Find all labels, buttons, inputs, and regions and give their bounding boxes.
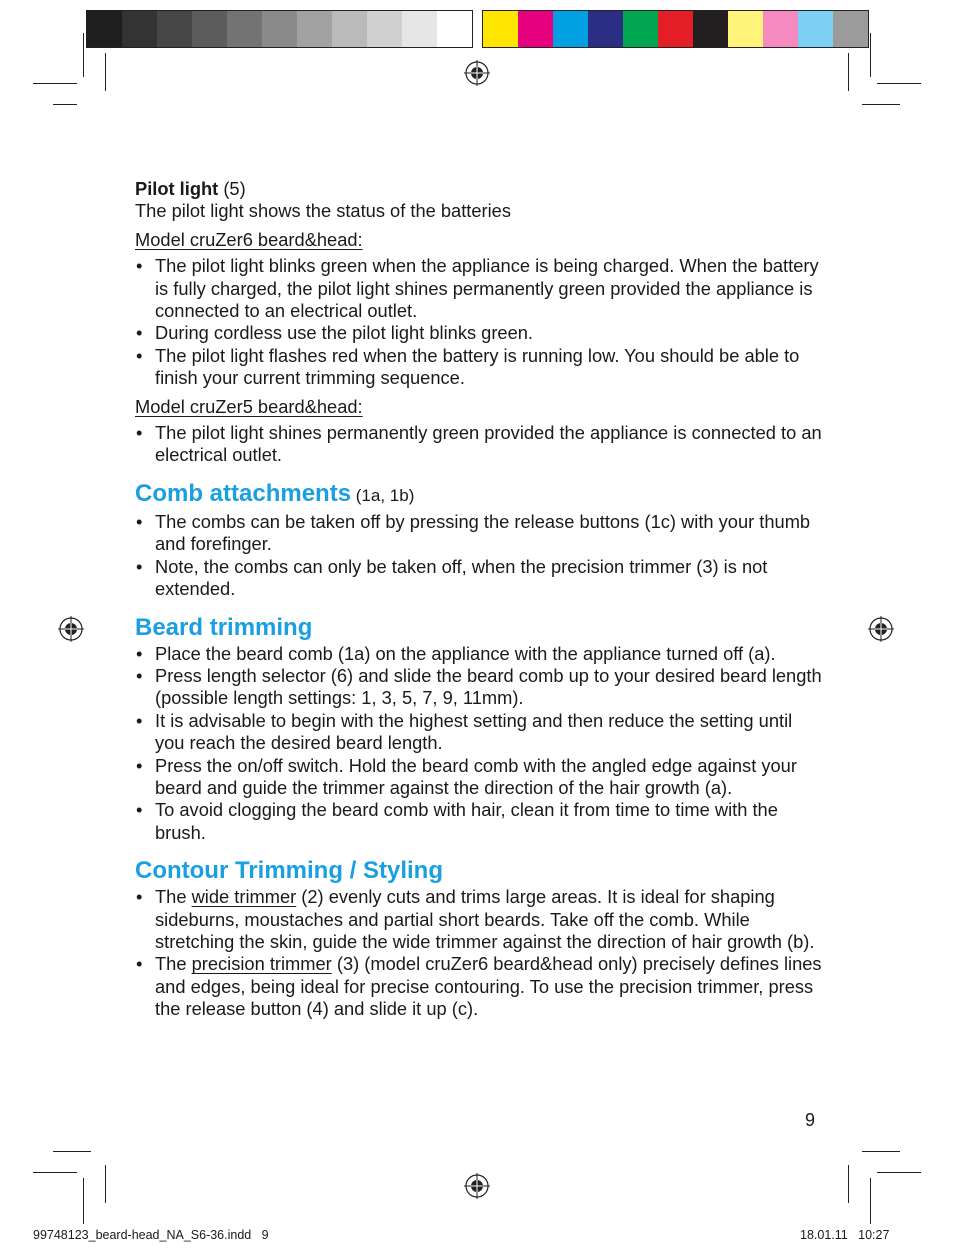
- page-number: 9: [805, 1110, 816, 1130]
- wide-trimmer-term: wide trimmer: [191, 886, 297, 908]
- item-text: The: [155, 886, 192, 908]
- list-item: • The combs can be taken off by pressing the release buttons (1c) with your thumb and forefinger.: [135, 511, 825, 556]
- registration-mark-icon: [868, 616, 894, 642]
- crop-mark: [53, 1151, 91, 1152]
- crop-mark: [83, 33, 84, 77]
- crop-mark: [862, 104, 900, 105]
- gray-swatch: [297, 11, 332, 47]
- color-swatch: [833, 11, 868, 47]
- comb-attachments-list: [135, 511, 825, 601]
- list-item: • Place the beard comb (1a) on the appliance with the appliance turned off (a).: [135, 643, 825, 665]
- list-item: • To avoid clogging the beard comb with hair, clean it from time to time with the brush.: [135, 799, 825, 844]
- comb-attachments-title: Comb attachments: [135, 479, 352, 507]
- list-item: • Note, the combs can only be taken off, when the precision trimmer (3) is not extended.: [135, 556, 825, 601]
- gray-swatch: [367, 11, 402, 47]
- registration-mark-icon: [464, 60, 490, 86]
- list-item: [135, 886, 825, 953]
- color-swatch: [623, 11, 658, 47]
- pilot-light-heading: [135, 178, 825, 200]
- gray-swatch: [87, 11, 122, 47]
- color-swatch: [763, 11, 798, 47]
- crop-mark: [105, 53, 106, 91]
- pilot-light-title: Pilot light: [135, 178, 219, 199]
- color-swatch: [658, 11, 693, 47]
- page-content: [135, 178, 825, 1021]
- list-item: • The pilot light shines permanently green provided the appliance is connected to an electrical outlet.: [135, 422, 825, 467]
- list-item: • The pilot light blinks green when the appliance is being charged. When the battery is fully charged, the pilot light shines permanently green provided the appliance is connected to an electrical outlet.: [135, 255, 825, 322]
- crop-mark: [870, 1178, 871, 1224]
- gray-swatch: [402, 11, 437, 47]
- color-swatch: [728, 11, 763, 47]
- crop-mark: [862, 1151, 900, 1152]
- crop-mark: [877, 1172, 921, 1173]
- gray-swatch: [437, 11, 472, 47]
- list-item: • Press length selector (6) and slide the beard comb up to your desired beard length (possible length settings: 1, 3, 5, 7, 9, 11mm).: [135, 665, 825, 710]
- model5-label: Model cruZer5 beard&head:: [135, 395, 363, 417]
- comb-attachments-heading: [135, 479, 825, 511]
- list-item: • Press the on/off switch. Hold the beard comb with the angled edge against your beard and guide the trimmer against the direction of the hair growth (a).: [135, 755, 825, 800]
- beard-trimming-list: [135, 643, 825, 845]
- registration-mark-icon: [58, 616, 84, 642]
- crop-mark: [33, 1172, 77, 1173]
- list-item: • It is advisable to begin with the highest setting and then reduce the setting until you reach the desired beard length.: [135, 710, 825, 755]
- list-item: • The pilot light flashes red when the battery is running low. You should be able to finish your current trimming sequence.: [135, 345, 825, 390]
- footer-date: 18.01.11 10:27: [800, 1228, 890, 1242]
- crop-mark: [870, 33, 871, 77]
- list-item: [135, 953, 825, 1020]
- grayscale-bar: [86, 10, 473, 48]
- color-swatch: [693, 11, 728, 47]
- crop-mark: [877, 83, 921, 84]
- registration-mark-icon: [464, 1173, 490, 1199]
- comb-attachments-ref: (1a, 1b): [351, 485, 415, 505]
- contour-trimming-list: [135, 886, 825, 1020]
- color-swatch-bar: [482, 10, 869, 48]
- contour-trimming-heading: Contour Trimming / Styling: [135, 857, 443, 885]
- gray-swatch: [332, 11, 367, 47]
- crop-mark: [105, 1165, 106, 1203]
- gray-swatch: [227, 11, 262, 47]
- model6-label: Model cruZer6 beard&head:: [135, 228, 363, 250]
- pilot-light-ref: (5): [218, 178, 246, 199]
- color-swatch: [588, 11, 623, 47]
- crop-mark: [848, 1165, 849, 1203]
- crop-mark: [33, 83, 77, 84]
- color-swatch: [518, 11, 553, 47]
- crop-mark: [83, 1178, 84, 1224]
- color-swatch: [798, 11, 833, 47]
- gray-swatch: [262, 11, 297, 47]
- precision-trimmer-term: precision trimmer: [191, 953, 332, 975]
- gray-swatch: [122, 11, 157, 47]
- beard-trimming-heading: Beard trimming: [135, 613, 313, 641]
- color-swatch: [483, 11, 518, 47]
- item-text: (3) (model cruZer6 beard&head only) precisely defines lines and edges, being ideal for precise contouring. To use the precision trimmer, press the release button (4) and slide it up (c).: [155, 953, 822, 1020]
- color-swatch: [553, 11, 588, 47]
- crop-mark: [53, 104, 77, 105]
- gray-swatch: [192, 11, 227, 47]
- footer-file-info: 99748123_beard-head_NA_S6-36.indd 9: [33, 1228, 269, 1242]
- model5-list: [135, 422, 825, 467]
- pilot-light-description: The pilot light shows the status of the batteries: [135, 200, 511, 222]
- item-text: The: [155, 953, 192, 975]
- item-text: (2) evenly cuts and trims large areas. It is ideal for shaping sideburns, moustaches and partial short beards. Take off the comb. While stretching the skin, guide the wide trimmer against the direction of hair growth (b).: [155, 886, 815, 952]
- gray-swatch: [157, 11, 192, 47]
- list-item: • During cordless use the pilot light blinks green.: [135, 322, 825, 344]
- crop-mark: [848, 53, 849, 91]
- model6-list: [135, 255, 825, 389]
